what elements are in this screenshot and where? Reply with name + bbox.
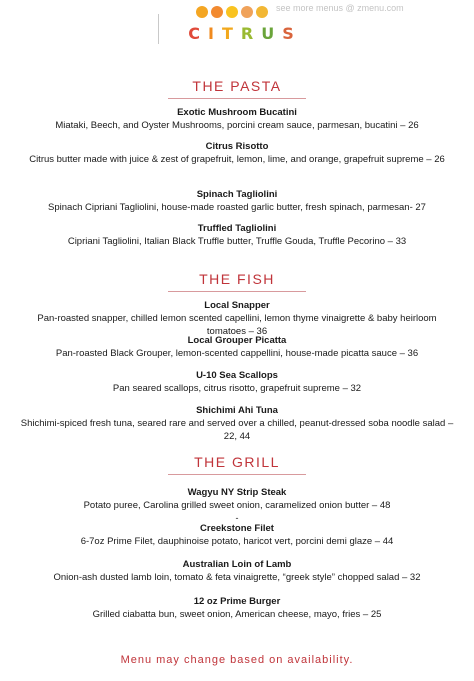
item-name: Creekstone Filet — [200, 523, 274, 534]
logo-letter: S — [282, 24, 302, 43]
section-title-pasta: THE PASTA — [192, 78, 282, 94]
availability-note: Menu may change based on availability. — [120, 654, 354, 666]
menu-item — [0, 299, 474, 338]
logo-dot — [256, 6, 268, 18]
logo-letter: T — [221, 24, 241, 43]
section-rule — [168, 291, 306, 292]
logo-dot — [226, 6, 238, 18]
item-separator: - — [235, 513, 239, 523]
item-name: Exotic Mushroom Bucatini — [177, 107, 297, 118]
menu-item — [0, 140, 474, 166]
logo-letter: U — [261, 24, 283, 43]
item-name: Australian Loin of Lamb — [182, 559, 292, 570]
citrus-logo — [170, 24, 320, 44]
item-name: Shichimi Ahi Tuna — [196, 405, 278, 416]
logo-letter: C — [188, 24, 208, 43]
item-description: Shichimi-spiced fresh tuna, seared rare and served over a chilled, peanut-dressed soba noodle salad – 22, 44 — [20, 418, 454, 442]
menu-item — [0, 404, 474, 443]
item-description: Onion-ash dusted lamb loin, tomato & feta vinaigrette, “greek style” chopped salad – 32 — [53, 572, 421, 583]
header — [0, 0, 474, 50]
section-rule — [168, 98, 306, 99]
item-description: Citrus butter made with juice & zest of grapefruit, lemon, lime, and orange, grapefruit supreme – 26 — [29, 154, 445, 165]
logo-dot — [241, 6, 253, 18]
menu-item — [0, 106, 474, 132]
menu-item — [0, 188, 474, 214]
item-description: Pan seared scallops, citrus risotto, grapefruit supreme – 32 — [112, 383, 362, 394]
item-description: Spinach Cipriani Tagliolini, house-made roasted garlic butter, fresh spinach, parmesan- 27 — [48, 202, 426, 213]
menu-item — [0, 334, 474, 360]
menu-item — [0, 522, 474, 548]
menu-item — [0, 486, 474, 512]
logo-letter: I — [208, 24, 222, 43]
item-name: Local Snapper — [204, 300, 270, 311]
item-name: Citrus Risotto — [205, 141, 269, 152]
item-name: 12 oz Prime Burger — [193, 596, 281, 607]
item-description: Pan-roasted Black Grouper, lemon-scented cappellini, house-made picatta sauce – 36 — [55, 348, 419, 359]
menu-item — [0, 222, 474, 248]
item-name: Truffled Tagliolini — [197, 223, 277, 234]
item-name: Local Grouper Picatta — [187, 335, 287, 346]
logo-letter: R — [240, 24, 262, 43]
item-description: Cipriani Tagliolini, Italian Black Truffle butter, Truffle Gouda, Truffle Pecorino – 33 — [67, 236, 407, 247]
item-name: U-10 Sea Scallops — [196, 370, 278, 381]
item-name: Spinach Tagliolini — [196, 189, 278, 200]
item-description: 6-7oz Prime Filet, dauphinoise potato, haricot vert, porcini demi glaze – 44 — [80, 536, 394, 547]
header-divider — [158, 14, 159, 44]
menu-item — [0, 595, 474, 621]
watermark: see more menus @ zmenu.com — [276, 3, 404, 13]
section-title-fish: THE FISH — [199, 271, 275, 287]
item-description: Grilled ciabatta bun, sweet onion, American cheese, mayo, fries – 25 — [92, 609, 382, 620]
logo-dot — [196, 6, 208, 18]
item-name: Wagyu NY Strip Steak — [187, 487, 287, 498]
logo-dot — [211, 6, 223, 18]
section-rule — [168, 474, 306, 475]
menu-item — [0, 369, 474, 395]
menu-item — [0, 558, 474, 584]
item-description: Pan-roasted snapper, chilled lemon scented capellini, lemon thyme vinaigrette & baby heirloom tomatoes – 36 — [37, 313, 437, 337]
section-title-grill: THE GRILL — [194, 454, 280, 470]
item-description: Miataki, Beech, and Oyster Mushrooms, porcini cream sauce, parmesan, bucatini – 26 — [55, 120, 419, 131]
item-description: Potato puree, Carolina grilled sweet onion, caramelized onion butter – 48 — [83, 500, 391, 511]
